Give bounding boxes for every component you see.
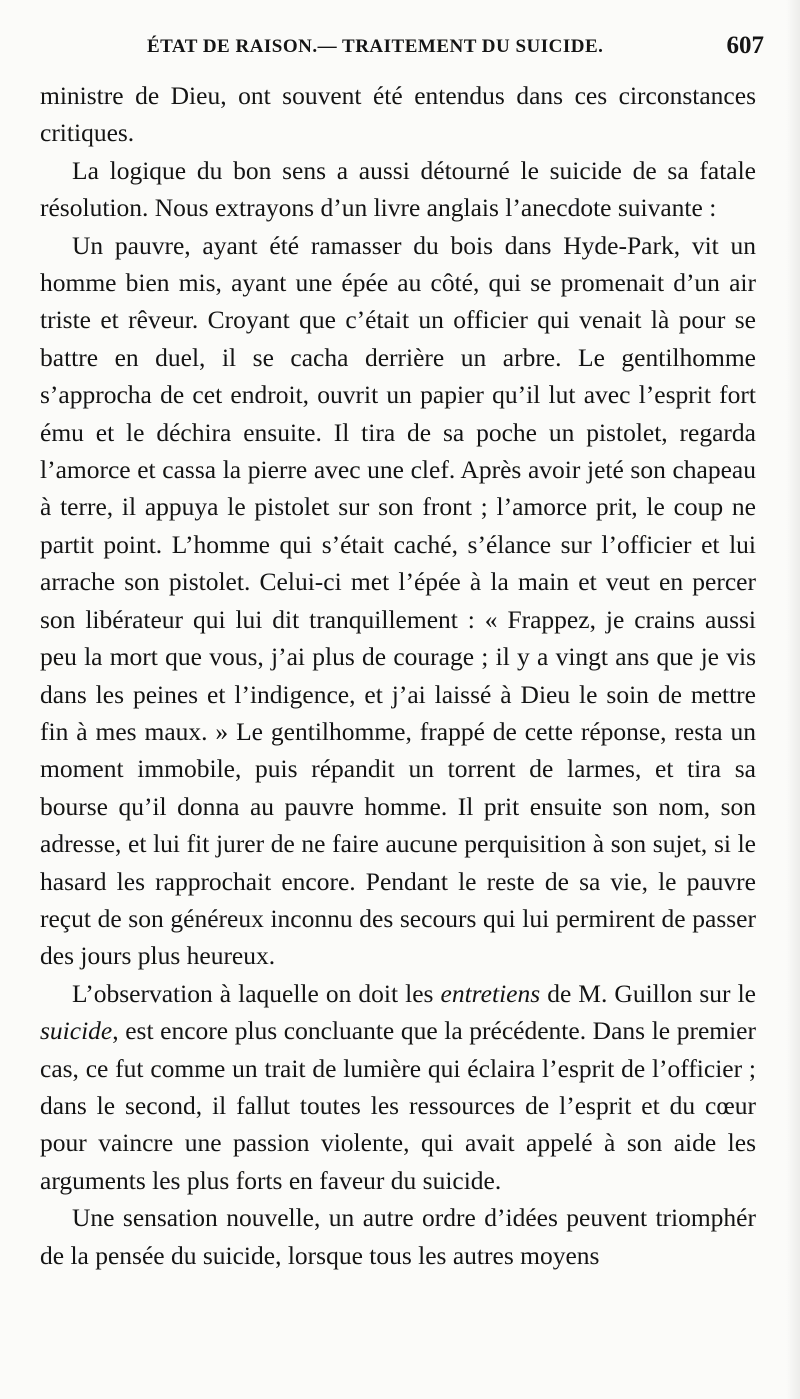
paragraph-observation-text-a: L’observation à laquelle on doit les xyxy=(72,978,441,1008)
page-edge-shadow xyxy=(786,0,800,1399)
paragraph-observation-text-c: , est encore plus concluante que la précédente. Dans le premier cas, ce fut comme un trait de lumière qui éclaira l’esprit de l’officier ; dans le second, il fallut toutes les ressources de l’esprit et du cœur pour vaincre une passion violente, qui avait appelé à son aide les arguments les plus forts en faveur du suicide. xyxy=(40,1016,756,1195)
running-title: ÉTAT DE RAISON.— TRAITEMENT DU SUICIDE. xyxy=(147,36,604,57)
paragraph-observation-text-b: de M. Guillon sur le xyxy=(540,978,756,1008)
paragraph-continuation: ministre de Dieu, ont souvent été entendus dans ces circonstances critiques. xyxy=(40,81,756,148)
body-text xyxy=(40,77,756,1274)
paragraph-sensation: Une sensation nouvelle, un autre ordre d’idées peuvent triomphér de la pensée du suicide, lorsque tous les autres moyens xyxy=(40,1203,756,1270)
paragraph-logic: La logique du bon sens a aussi détourné le suicide de sa fatale résolution. Nous extrayons d’un livre anglais l’anecdote suivante : xyxy=(40,155,756,223)
paragraph-anecdote: Un pauvre, ayant été ramasser du bois dans Hyde-Park, vit un homme bien mis, ayant une épée au côté, qui se promenait d’un air triste et rêveur. Croyant que c’était un officier qui venait là pour se battre en duel, il se cacha derrière un arbre. Le gentilhomme s’approcha de cet endroit, ouvrit un papier qu’il lut avec l’esprit fort ému et le déchira ensuite. Il tira de sa poche un pistolet, regarda l’amorce et cassa la pierre avec une clef. Après avoir jeté son chapeau à terre, il appuya le pistolet sur son front ; l’amorce prit, le coup ne partit point. L’homme qui s’était caché, s’élance sur l’officier et lui arrache son pistolet. Celui-ci met l’épée à la main et veut en percer son libérateur qui lui dit tranquillement : « Frappez, je crains aussi peu la mort que vous, j’ai plus de courage ; il y a vingt ans que je vis dans les peines et l’indigence, et j’ai laissé à Dieu le soin de mettre fin à mes maux. » Le gentilhomme, frappé de cette réponse, resta un moment immobile, puis répandit un torrent de larmes, et tira sa bourse qu’il donna au pauvre homme. Il prit ensuite son nom, son adresse, et lui fit jurer de ne faire aucune perquisition à son sujet, si le hasard les rapprochait encore. Pendant le reste de sa vie, le pauvre reçut de son généreux inconnu des secours qui lui permirent de passer des jours plus heureux. xyxy=(40,230,756,971)
italic-suicide: suicide xyxy=(40,1016,113,1046)
italic-entretiens: entretiens xyxy=(440,978,541,1008)
paragraph-observation xyxy=(40,975,756,1199)
page-header xyxy=(40,30,770,66)
page-number: 607 xyxy=(726,32,764,59)
